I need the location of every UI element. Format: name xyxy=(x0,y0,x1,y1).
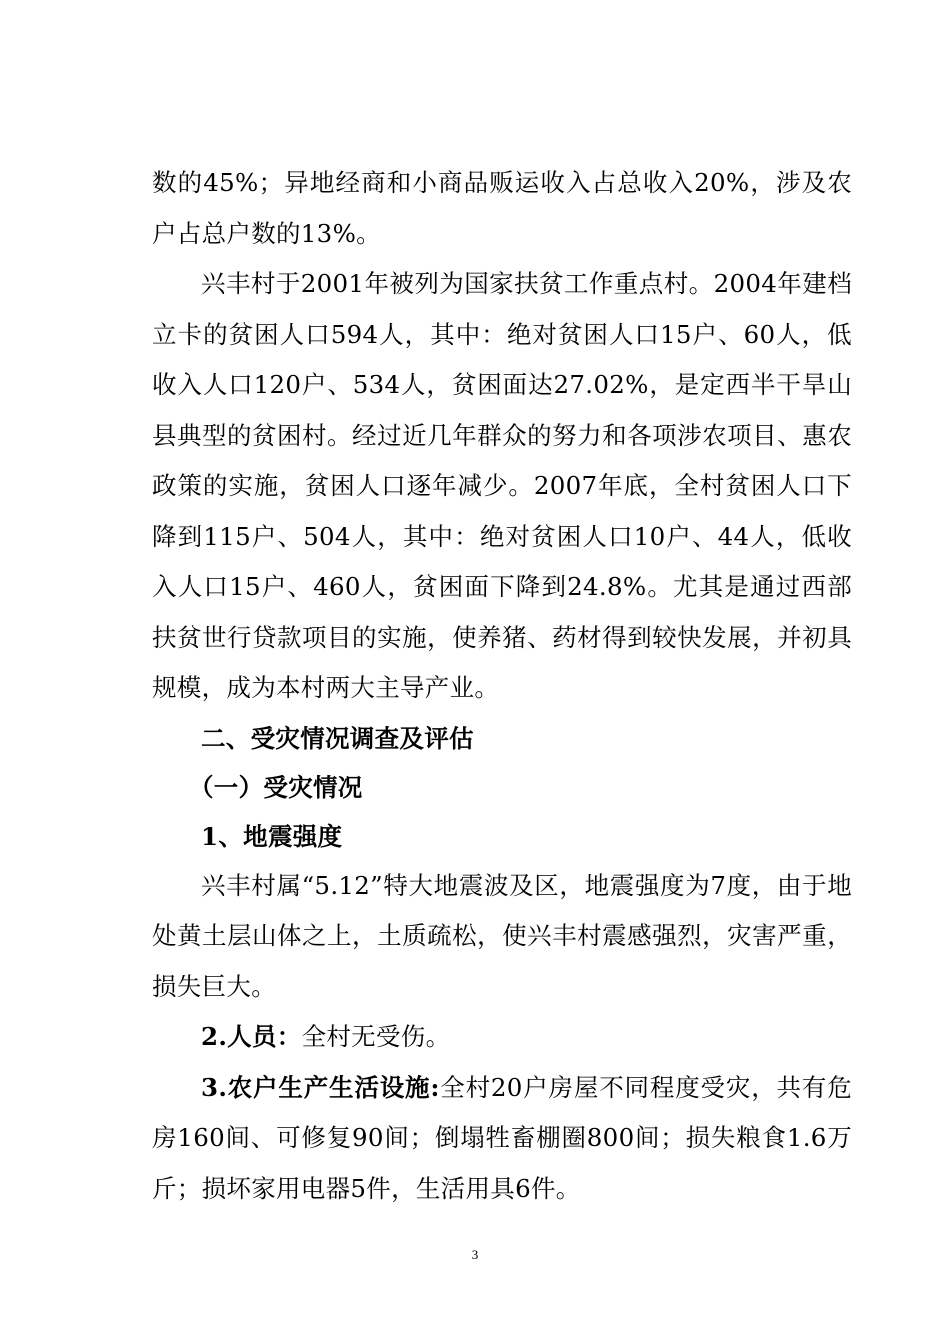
household-facilities-text: 全村20户房屋不同程度受灾，共有危房160间、可修复90间；倒塌牲畜棚圈800间；损失粮食1.6万斤；损坏家用电器5件，生活用具6件。 xyxy=(152,1072,853,1203)
paragraph-earthquake-intensity: 兴丰村属“5.12”特大地震波及区，地震强度为7度，由于地处黄土层山体之上，土质疏松，使兴丰村震感强烈，灾害严重，损失巨大。 xyxy=(152,870,852,1001)
paragraph-poverty-status: 兴丰村于2001年被列为国家扶贫工作重点村。2004年建档立卡的贫困人口594人，其中：绝对贫困人口15户、60人，低收入人口120户、534人，贫困面达27.02%，是定西半干旱山县典型的贫困村。经过近几年群众的努力和各项涉农项目、惠农政策的实施，贫困人口逐年减少。2007年底，全村贫困人口下降到115户、504人，其中：绝对贫困人口10户、44人，低收入人口15户、460人，贫困面下降到24.8%。尤其是通过西部扶贫世行贷款项目的实施，使养猪、药材得到较快发展，并初具规模，成为本村两大主导产业。 xyxy=(152,269,852,702)
paragraph-household-facilities xyxy=(152,1063,852,1215)
paragraph-income-share: 数的45%；异地经商和小商品贩运收入占总收入20%，涉及农户占总户数的13%。 xyxy=(152,168,852,248)
subsection-heading-disaster-situation: （一）受灾情况 xyxy=(189,772,363,802)
casualties-text: 全村无受伤。 xyxy=(301,1022,451,1051)
item-heading-earthquake-intensity: 1、地震强度 xyxy=(201,821,343,851)
page-number: 3 xyxy=(471,1247,479,1262)
casualties-label: 2.人员： xyxy=(201,1022,302,1051)
body-text xyxy=(152,158,852,1214)
household-facilities-label: 3.农户生产生活设施: xyxy=(201,1072,440,1102)
paragraph-casualties xyxy=(152,1012,852,1063)
section-heading-disaster-survey: 二、受灾情况调查及评估 xyxy=(201,723,474,753)
